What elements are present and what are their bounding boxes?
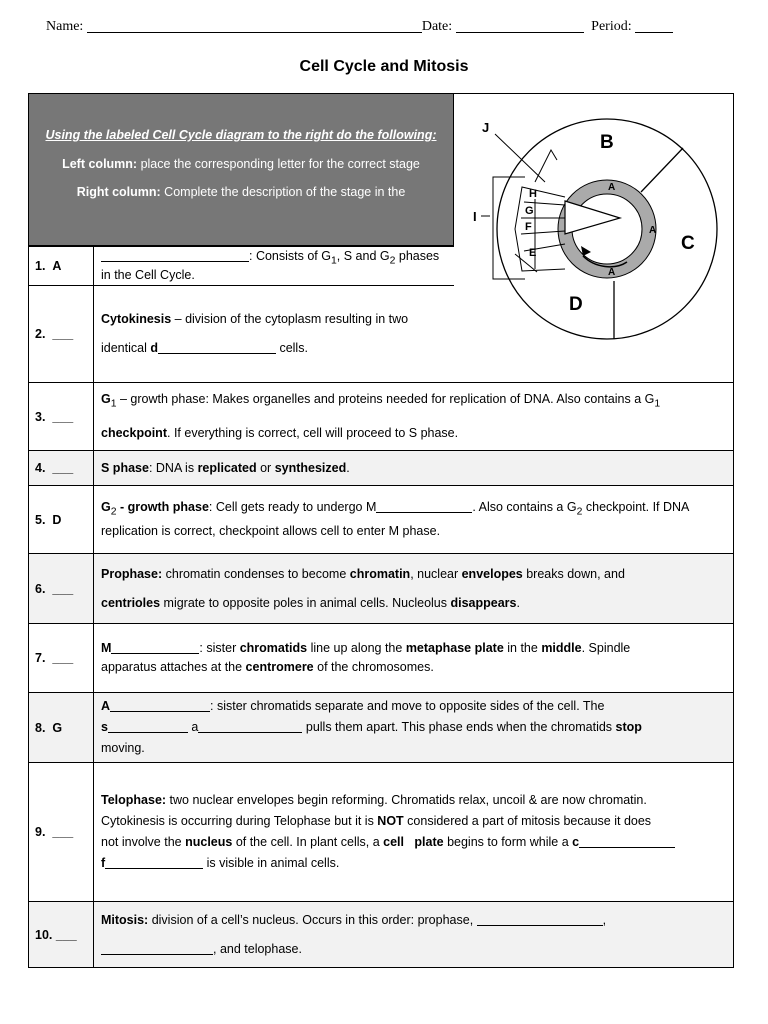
- table-row: [29, 285, 454, 382]
- instructions-heading: Using the labeled Cell Cycle diagram to the right do the following:: [45, 128, 437, 142]
- name-label: Name:: [46, 19, 84, 34]
- diagram-label-i: I: [473, 209, 477, 224]
- period-field[interactable]: [635, 18, 673, 33]
- diagram-label-h: H: [529, 188, 537, 200]
- table-row: [29, 246, 454, 285]
- cell-cycle-diagram: [455, 94, 733, 382]
- row-number[interactable]: 2. ___: [29, 286, 94, 382]
- row-description: : Consists of $G_1$, S and $G_2$ phases in the Cell Cycle.: [101, 248, 440, 283]
- diagram-label-a-bottom: A: [608, 267, 616, 278]
- answer-blank[interactable]: [111, 641, 199, 654]
- table-row: [29, 623, 733, 692]
- row-description: Mitosis: division of a cell’s nucleus. Occurs in this order: prophase, , , and telophase.: [101, 912, 607, 956]
- row-description: S phase: DNA is replicated or synthesized.: [101, 460, 350, 475]
- answer-blank[interactable]: [158, 341, 276, 354]
- row-number[interactable]: 3. ___: [29, 383, 94, 450]
- instructions-left-column: Left column: place the corresponding letter for the correct stage: [62, 157, 420, 171]
- row-description: Telophase: two nuclear envelopes begin reforming. Chromatids relax, uncoil & are now chromatin. Cytokinesis is occurring during Telophase but it is NOT considered a part of mitosis because it does not involve the nucleus of the cell. In plant cells, a cell plate begins to form while a c f is visible in animal cells.: [95, 763, 733, 901]
- diagram-label-g: G: [525, 205, 534, 217]
- row-description: M : sister chromatids line up along the metaphase plate in the middle. Spindle apparatus attaches at the centromere of the chromosomes.: [101, 641, 631, 674]
- table-row: [29, 901, 733, 967]
- answer-blank[interactable]: [110, 699, 210, 712]
- row-number[interactable]: 9. ___: [29, 763, 94, 901]
- row-description: Cytokinesis – division of the cytoplasm resulting in two identical d cells.: [101, 312, 409, 355]
- answer-blank[interactable]: [477, 913, 603, 926]
- row-description: $G_1$ – growth phase: Makes organelles and proteins needed for replication of DNA. Also contains a $G_1$ checkpoint. If everything is correct, cell will proceed to S phase.: [101, 392, 661, 440]
- student-header: [46, 18, 736, 35]
- period-label: Period:: [591, 19, 632, 34]
- diagram-label-c: C: [681, 233, 695, 254]
- answer-blank[interactable]: [101, 942, 213, 955]
- answer-blank[interactable]: [108, 720, 188, 733]
- answer-blank[interactable]: [198, 720, 302, 733]
- row-number[interactable]: 5. D: [29, 486, 94, 553]
- date-field[interactable]: [456, 18, 584, 33]
- diagram-label-b: B: [600, 132, 614, 153]
- row-description: $G_2$ - growth phase: Cell gets ready to undergo M . Also contains a $G_2$ checkpoint. If DNA replication is correct, checkpoint allows cell to enter M phase.: [101, 500, 690, 538]
- row-number[interactable]: 6. ___: [29, 554, 94, 623]
- diagram-label-f: F: [525, 221, 532, 233]
- answer-blank[interactable]: [105, 856, 203, 869]
- page-title: Cell Cycle and Mitosis: [299, 58, 469, 75]
- answer-blank[interactable]: [101, 249, 249, 262]
- name-field[interactable]: [87, 18, 422, 33]
- row-description: A : sister chromatids separate and move to opposite sides of the cell. The s a pulls them apart. This phase ends when the chromatids stop moving.: [101, 699, 642, 755]
- row-number[interactable]: 10. ___: [29, 902, 94, 967]
- answer-blank[interactable]: [579, 835, 675, 848]
- diagram-label-a-top: A: [608, 182, 616, 193]
- instructions-box: [29, 94, 454, 246]
- table-row: [29, 485, 733, 553]
- table-row: [29, 450, 733, 485]
- table-row: [29, 692, 733, 762]
- diagram-label-j: J: [482, 120, 490, 135]
- table-row: [29, 553, 733, 623]
- row-description: Prophase: chromatin condenses to become chromatin, nuclear envelopes breaks down, and centrioles migrate to opposite poles in animal cells. Nucleolus disappears.: [101, 566, 625, 610]
- table-row: [29, 382, 733, 450]
- row-number[interactable]: 1. A: [29, 247, 94, 285]
- table-row: [29, 762, 733, 901]
- diagram-label-e: E: [529, 247, 537, 259]
- row-number[interactable]: 4. ___: [29, 451, 94, 485]
- date-label: Date:: [421, 19, 453, 34]
- answer-blank[interactable]: [376, 500, 472, 513]
- worksheet-table: [28, 93, 734, 968]
- diagram-label-a-right: A: [649, 225, 657, 236]
- diagram-label-d: D: [569, 294, 583, 315]
- row-number[interactable]: 8. G: [29, 693, 94, 762]
- instructions-right-column: Right column: Complete the description of the stage in the: [76, 185, 406, 199]
- row-number[interactable]: 7. ___: [29, 624, 94, 692]
